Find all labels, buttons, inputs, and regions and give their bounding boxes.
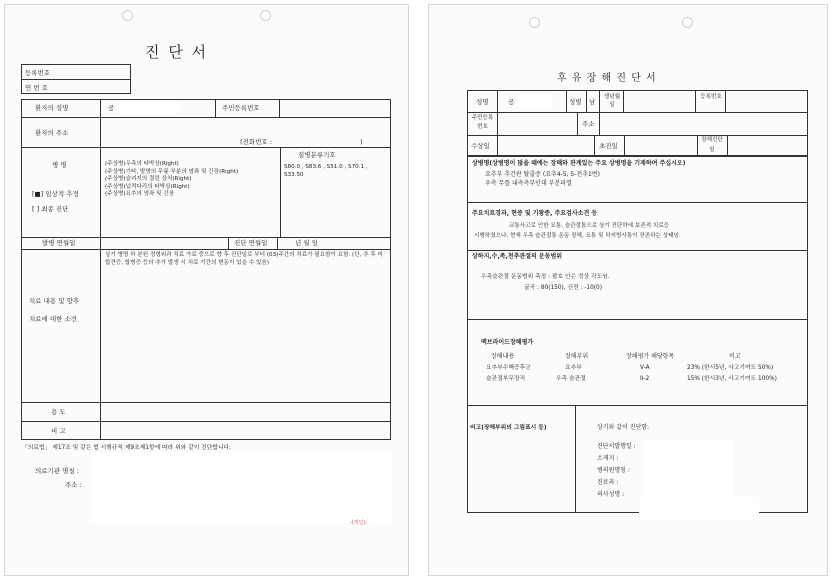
first-exam-label: 초진일 (599, 142, 618, 150)
disease-item: 요추부 추간판 탈출증 (요추4-5, 5-천추1번) (485, 171, 600, 178)
gender-value: 남 (589, 98, 596, 106)
redaction (639, 497, 759, 519)
birth-label: 생년월일 (603, 94, 621, 108)
page-title: 진 단 서 (145, 43, 209, 61)
punch-hole (682, 17, 693, 28)
redaction (120, 102, 180, 114)
disability-date-label: 장해진단일 (701, 137, 723, 153)
treatment-opinion-text: 상기 병명 하 본원 정형외과 치료 가료 중으로 향 후 진단일로 부터 (03)주간의 치료가 필요함이 요함. (단, 추 후 미합견증, 합병증 등의 추가 발생 시 치료 기간의 변동이 있을 수 있음) (105, 252, 383, 266)
table-header-content: 장해내용 (491, 353, 515, 360)
diagnosis-item: (주상병)넙적다리의 타박상(Right) (105, 183, 190, 190)
gender-label: 성별 (569, 98, 582, 106)
table-cell: 요추부 (565, 365, 582, 371)
disease-section-header: 상병명(상병명이 많을 때에는 장해와 관계있는 주요 상병명을 기재하여 주십시오) (472, 160, 686, 167)
diagnosis-item: (주상병)기타, 발명의 무릎 부분의 염좌 및 긴장(Right) (105, 168, 239, 175)
remarks-header: 비고(장해부위의 그림표시 등) (470, 425, 547, 431)
name-label: 성명 (476, 98, 489, 106)
table-cell: 슬관절부무장직 (486, 376, 526, 382)
diagnosis-item: (주상병)슬괴지의 결린 상처(Right) (105, 176, 192, 182)
range-of-motion-line: 우측슬관절 운동범위 측정 : 괄호 안은 정상 각도임. (481, 274, 610, 280)
table-cell: II-2 (640, 376, 650, 382)
table-cell: 15% (한시3년, 사고기여도 100%) (687, 376, 777, 382)
table-cell: 우측 슬관절 (556, 376, 586, 382)
punch-hole (260, 10, 271, 21)
final-diagnosis-checkbox: [ ] 최종 진단 (32, 205, 69, 213)
treatment-label-line2: 치료에 대한 소견 (29, 315, 78, 323)
range-of-motion-header: 상하지,수,족,천추관절의 운동범위 (472, 253, 563, 260)
table-cell: 23% (한시5년, 사고기여도 50%) (687, 365, 774, 371)
seal-stamp: -(직인)- (350, 520, 368, 526)
legal-statement: 「의료법」 제17조 및 같은 법 시행규칙 제9조제1항에 따라 위와 같이 진단합니다. (22, 445, 232, 451)
punch-hole (529, 17, 540, 28)
patient-name-label: 환자의 성명 (35, 104, 69, 112)
mcbride-header: 맥브라이드장해평가 (481, 339, 534, 346)
diagnosis-item: (주상병)우측의 타박상(Right) (105, 161, 179, 167)
issue-date-label: 진단서발행일 : (597, 443, 636, 450)
table-cell: V-A (640, 365, 650, 371)
institution-label: 의료기관 명칭 : (35, 467, 79, 475)
diagnosis-date-value: 년 월 일 (295, 239, 318, 247)
diagnosis-list (105, 161, 277, 199)
injury-date-label: 수상일 (471, 142, 490, 150)
registration-label: 등록번호 (25, 69, 51, 77)
findings-line: 교통사고로 인한 요통, 슬관절통으로 상기 진단하에 보존적 치료등 (509, 223, 670, 229)
medical-certificate-page (4, 4, 409, 576)
table-cell: 요추부수핵증후군 (486, 365, 531, 371)
name-value: 공 (508, 98, 515, 106)
findings-line: 시행하였으나, 현재 우측 슬관절통 운동 장해, 요통 및 하지방사통이 잔존하는 상태임. (474, 233, 681, 239)
table-header-note: 비고 (729, 353, 741, 360)
resident-number-label: 주민등록번호 (222, 104, 260, 112)
diagnosis-item: (주상병)요추의 염좌 및 긴장 (105, 191, 175, 197)
onset-date-label: 발병 연월일 (42, 239, 76, 247)
disease-codes: S80.0 , S83.6 , S51.0 , S70.1 , S33.50 (284, 164, 368, 178)
institution-address-label: 주소 : (65, 481, 82, 489)
punch-hole (122, 10, 133, 21)
disease-code-label: 질병분류기호 (298, 151, 336, 159)
range-of-motion-values: 굴곡 : 80(150), 신전 : -10(0) (524, 285, 603, 291)
findings-section-header: 주요치료경과, 현증 및 기왕증, 주요검사소견 등 (472, 210, 598, 217)
address-label: 주소 (582, 120, 595, 128)
clinical-estimate-checkbox: [■] 임상적 추정 (32, 190, 79, 198)
remarks-text: 상기와 같이 진단함. (597, 424, 650, 431)
patient-name-value: 공 (108, 104, 115, 112)
disease-label: 병 명 (52, 161, 67, 169)
serial-label: 연 번 호 (25, 84, 48, 92)
disability-certificate-page (428, 4, 828, 576)
resident-number-label: 주민등록번호 (471, 115, 494, 130)
table-header-rating: 장해평가 해당항목 (626, 353, 675, 360)
redaction (91, 453, 391, 523)
redaction (517, 95, 552, 107)
redaction (644, 439, 734, 501)
page-title: 후 유 장 해 진 단 서 (557, 73, 657, 84)
phone-close: ) (360, 138, 363, 146)
phone-label: (전화번호 : (240, 138, 272, 146)
address-label: 환자의 주소 (35, 129, 69, 137)
hospital-name-label: 병의원명칭 : (597, 467, 630, 474)
doctor-name-label: 의사성명 : (597, 491, 625, 498)
table-header-site: 장해부위 (565, 353, 589, 360)
remarks-label: 비 고 (51, 427, 66, 435)
treatment-label-line1: 치료 내용 및 향후 (29, 297, 80, 305)
usage-label: 용 도 (51, 408, 66, 416)
department-label: 진료과 : (597, 479, 619, 486)
diagnosis-date-label: 진단 연월일 (234, 239, 268, 247)
location-label: 소재지 : (597, 455, 619, 462)
disease-item: 우측 무릎 내측측부인대 부분파열 (485, 180, 572, 187)
registration-number-label: 등록번호 (700, 94, 722, 100)
